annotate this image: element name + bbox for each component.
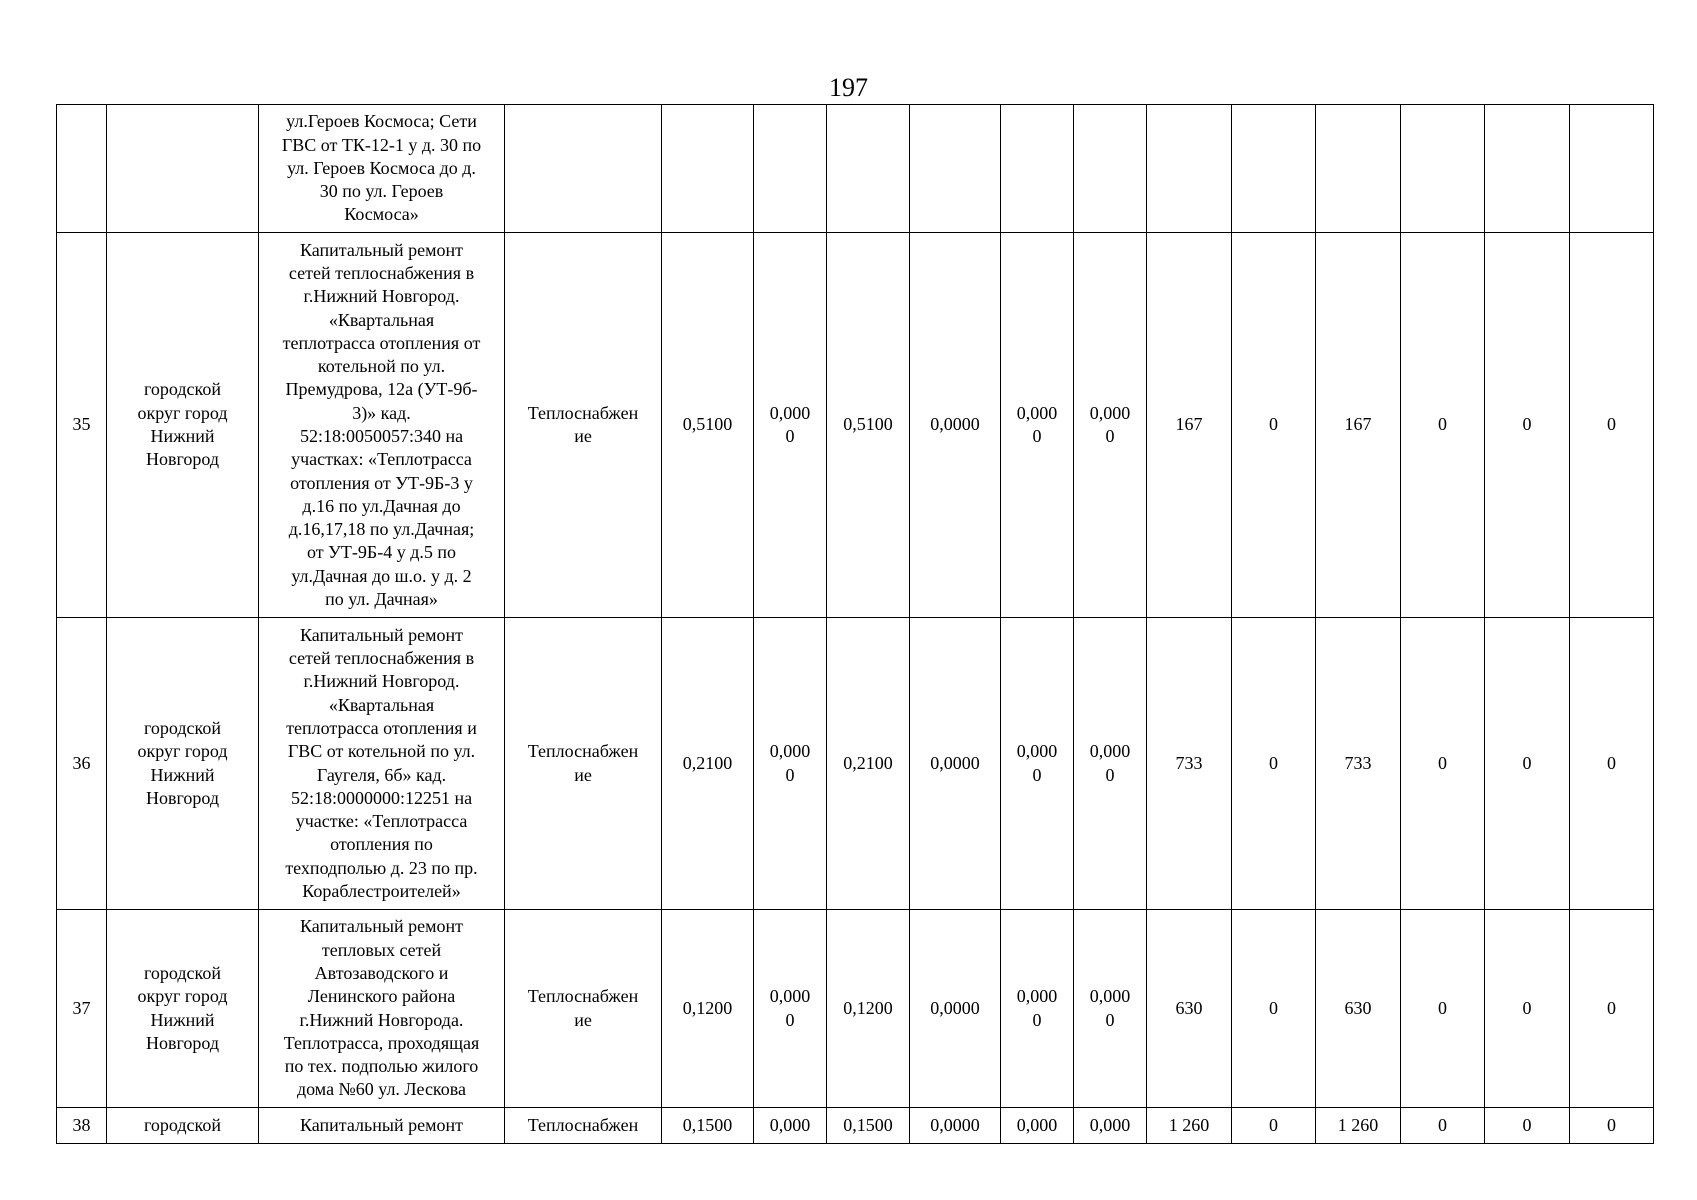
cell-value-2: 0,000 0 [754,233,827,618]
cell-value-10 [1401,105,1485,233]
cell-description: Капитальный ремонт сетей теплоснабжения в г.Нижний Новгород. «Квартальная теплотрасса отопления от котельной по ул. Премудрова, 12а (УТ-9б- 3)» кад. 52:18:0050057:340 на участках: «Теплотрасса отопления от УТ-9Б-3 у д.16 по ул.Дачная до д.16,17,18 по ул.Дачная; от УТ-9Б-4 у д.5 по ул.Дачная до ш.о. у д. 2 по ул. Дачная» [259,233,505,618]
cell-value-12: 0 [1570,910,1654,1108]
cell-value-1: 0,2100 [662,618,754,910]
cell-value-3: 0,5100 [827,233,910,618]
cell-description: Капитальный ремонт [259,1108,505,1144]
cell-municipality: городской округ город Нижний Новгород [107,910,259,1108]
cell-value-4 [910,105,1001,233]
cell-value-9: 1 260 [1316,1108,1401,1144]
cell-description: Капитальный ремонт тепловых сетей Автозаводского и Ленинского района г.Нижний Новгорода. Теплотрасса, проходящая по тех. подполью жилого дома №60 ул. Лескова [259,910,505,1108]
cell-value-10: 0 [1401,910,1485,1108]
cell-value-9: 630 [1316,910,1401,1108]
cell-value-2 [754,105,827,233]
cell-municipality: городской [107,1108,259,1144]
cell-value-10: 0 [1401,618,1485,910]
cell-value-2: 0,000 [754,1108,827,1144]
cell-value-4: 0,0000 [910,233,1001,618]
cell-value-9 [1316,105,1401,233]
cell-value-1 [662,105,754,233]
cell-value-7: 1 260 [1147,1108,1232,1144]
cell-value-5: 0,000 0 [1001,618,1074,910]
cell-value-7: 630 [1147,910,1232,1108]
cell-value-1: 0,5100 [662,233,754,618]
cell-value-12: 0 [1570,1108,1654,1144]
cell-value-8: 0 [1232,910,1316,1108]
cell-value-8: 0 [1232,1108,1316,1144]
cell-value-2: 0,000 0 [754,910,827,1108]
cell-value-10: 0 [1401,233,1485,618]
cell-value-11 [1485,105,1570,233]
cell-value-7 [1147,105,1232,233]
cell-value-5: 0,000 0 [1001,910,1074,1108]
cell-value-8 [1232,105,1316,233]
cell-no [57,105,107,233]
cell-value-12: 0 [1570,618,1654,910]
cell-municipality [107,105,259,233]
cell-value-6 [1074,105,1147,233]
cell-value-6: 0,000 0 [1074,910,1147,1108]
cell-type [505,105,662,233]
cell-value-4: 0,0000 [910,618,1001,910]
cell-type: Теплоснабжен ие [505,618,662,910]
cell-value-1: 0,1200 [662,910,754,1108]
cell-value-6: 0,000 0 [1074,618,1147,910]
cell-value-10: 0 [1401,1108,1485,1144]
table-row [57,233,1654,618]
investment-program-table [56,104,1654,1144]
cell-value-3: 0,1200 [827,910,910,1108]
cell-value-4: 0,0000 [910,910,1001,1108]
cell-value-5: 0,000 [1001,1108,1074,1144]
cell-value-11: 0 [1485,1108,1570,1144]
table-row [57,105,1654,233]
cell-value-8: 0 [1232,233,1316,618]
cell-description: Капитальный ремонт сетей теплоснабжения в г.Нижний Новгород. «Квартальная теплотрасса отопления и ГВС от котельной по ул. Гаугеля, 6б» кад. 52:18:0000000:12251 на участке: «Теплотрасса отопления по техподполью д. 23 по пр. Кораблестроителей» [259,618,505,910]
table-row [57,910,1654,1108]
cell-value-9: 167 [1316,233,1401,618]
cell-value-12: 0 [1570,233,1654,618]
cell-type: Теплоснабжен [505,1108,662,1144]
cell-no: 36 [57,618,107,910]
page-number: 197 [829,73,868,102]
cell-value-5 [1001,105,1074,233]
cell-value-9: 733 [1316,618,1401,910]
cell-value-12 [1570,105,1654,233]
cell-value-3: 0,1500 [827,1108,910,1144]
cell-type: Теплоснабжен ие [505,233,662,618]
cell-value-7: 167 [1147,233,1232,618]
cell-value-3: 0,2100 [827,618,910,910]
table-row [57,618,1654,910]
cell-value-7: 733 [1147,618,1232,910]
cell-municipality: городской округ город Нижний Новгород [107,233,259,618]
cell-description: ул.Героев Космоса; Сети ГВС от ТК-12-1 у д. 30 по ул. Героев Космоса до д. 30 по ул. Героев Космоса» [259,105,505,233]
cell-value-6: 0,000 0 [1074,233,1147,618]
cell-value-1: 0,1500 [662,1108,754,1144]
table-row [57,1108,1654,1144]
cell-no: 35 [57,233,107,618]
cell-value-6: 0,000 [1074,1108,1147,1144]
cell-type: Теплоснабжен ие [505,910,662,1108]
cell-no: 38 [57,1108,107,1144]
cell-value-2: 0,000 0 [754,618,827,910]
cell-no: 37 [57,910,107,1108]
cell-value-11: 0 [1485,233,1570,618]
cell-municipality: городской округ город Нижний Новгород [107,618,259,910]
cell-value-5: 0,000 0 [1001,233,1074,618]
cell-value-3 [827,105,910,233]
cell-value-4: 0,0000 [910,1108,1001,1144]
cell-value-11: 0 [1485,618,1570,910]
cell-value-11: 0 [1485,910,1570,1108]
cell-value-8: 0 [1232,618,1316,910]
